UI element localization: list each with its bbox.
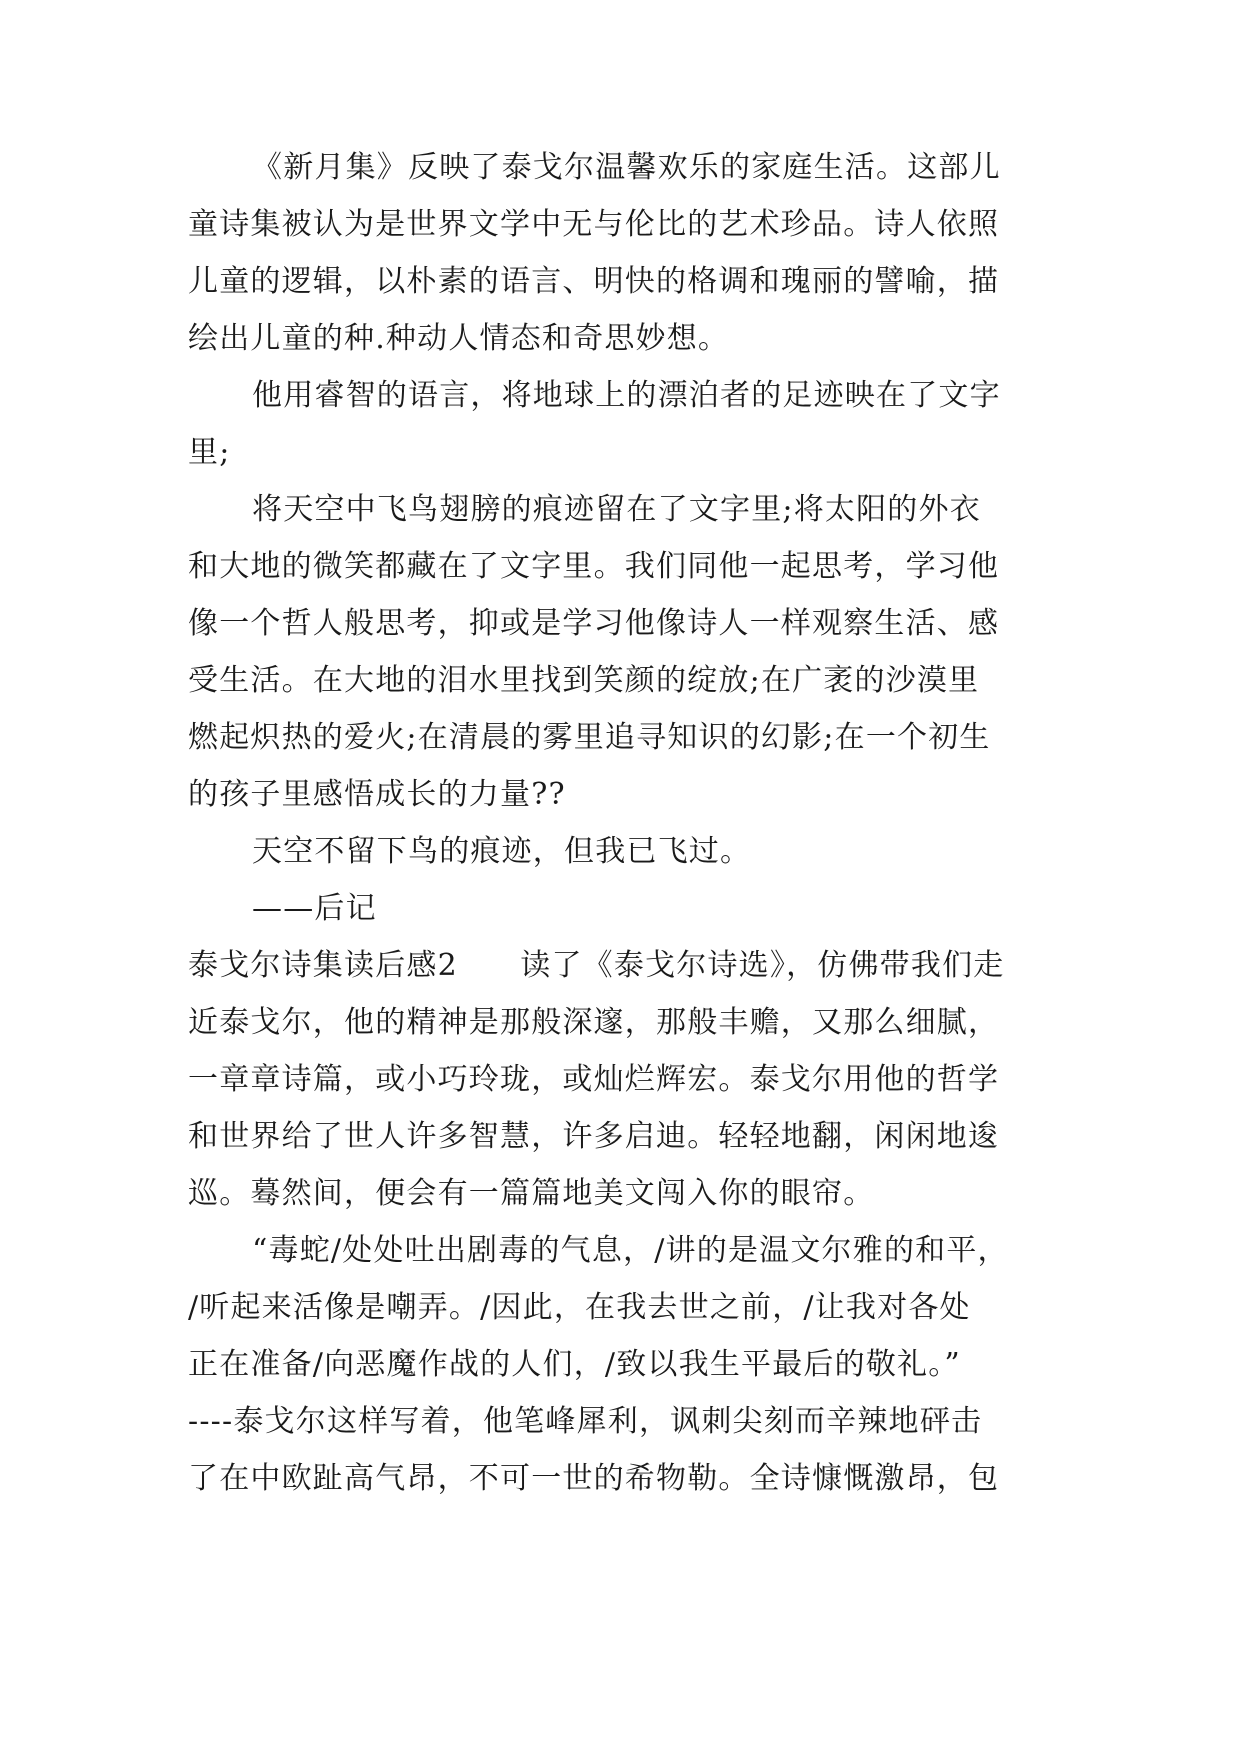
text-line: 里;: [188, 435, 231, 470]
text-line: 正在准备/向恶魔作战的人们，/致以我生平最后的敬礼。”: [188, 1347, 961, 1382]
text-line: 绘出儿童的种.种动人情态和奇思妙想。: [188, 321, 730, 356]
text-line: 近泰戈尔，他的精神是那般深邃，那般丰赡，又那么细腻，: [188, 1005, 1000, 1040]
text-line: 童诗集被认为是世界文学中无与伦比的艺术珍品。诗人依照: [188, 207, 1000, 242]
text-line: 和大地的微笑都藏在了文字里。我们同他一起思考，学习他: [188, 549, 1000, 584]
text-line: 的孩子里感悟成长的力量??: [188, 777, 566, 812]
text-line: 和世界给了世人许多智慧，许多启迪。轻轻地翻，闲闲地逡: [188, 1119, 1000, 1154]
text-line: 巡。蓦然间，便会有一篇篇地美文闯入你的眼帘。: [188, 1176, 875, 1211]
text-line: 天空不留下鸟的痕迹，但我已飞过。: [252, 834, 752, 869]
text-line: /听起来活像是嘲弄。/因此，在我去世之前，/让我对各处: [188, 1290, 971, 1325]
text-line: 将天空中飞鸟翅膀的痕迹留在了文字里;将太阳的外衣: [252, 492, 981, 527]
text-line: 一章章诗篇，或小巧玲珑，或灿烂辉宏。泰戈尔用他的哲学: [188, 1062, 1000, 1097]
text-line: 受生活。在大地的泪水里找到笑颜的绽放;在广袤的沙漠里: [188, 663, 980, 698]
text-line: 燃起炽热的爱火;在清晨的雾里追寻知识的幻影;在一个初生: [188, 720, 991, 755]
text-line: 泰戈尔诗集读后感2 读了《泰戈尔诗选》，仿佛带我们走: [188, 948, 1005, 983]
text-line: 《新月集》反映了泰戈尔温馨欢乐的家庭生活。这部儿: [252, 150, 1001, 185]
text-line: ——后记: [252, 891, 377, 926]
text-line: 儿童的逻辑，以朴素的语言、明快的格调和瑰丽的譬喻，描: [188, 264, 1000, 299]
text-line: ----泰戈尔这样写着，他笔峰犀利，讽刺尖刻而辛辣地砰击: [188, 1404, 983, 1439]
text-line: “毒蛇/处处吐出剧毒的气息，/讲的是温文尔雅的和平，: [252, 1233, 1009, 1268]
text-line: 像一个哲人般思考，抑或是学习他像诗人一样观察生活、感: [188, 606, 1000, 641]
text-line: 了在中欧趾高气昂，不可一世的希物勒。全诗慷慨激昂，包: [188, 1461, 1000, 1496]
text-line: 他用睿智的语言，将地球上的漂泊者的足迹映在了文字: [252, 378, 1001, 413]
